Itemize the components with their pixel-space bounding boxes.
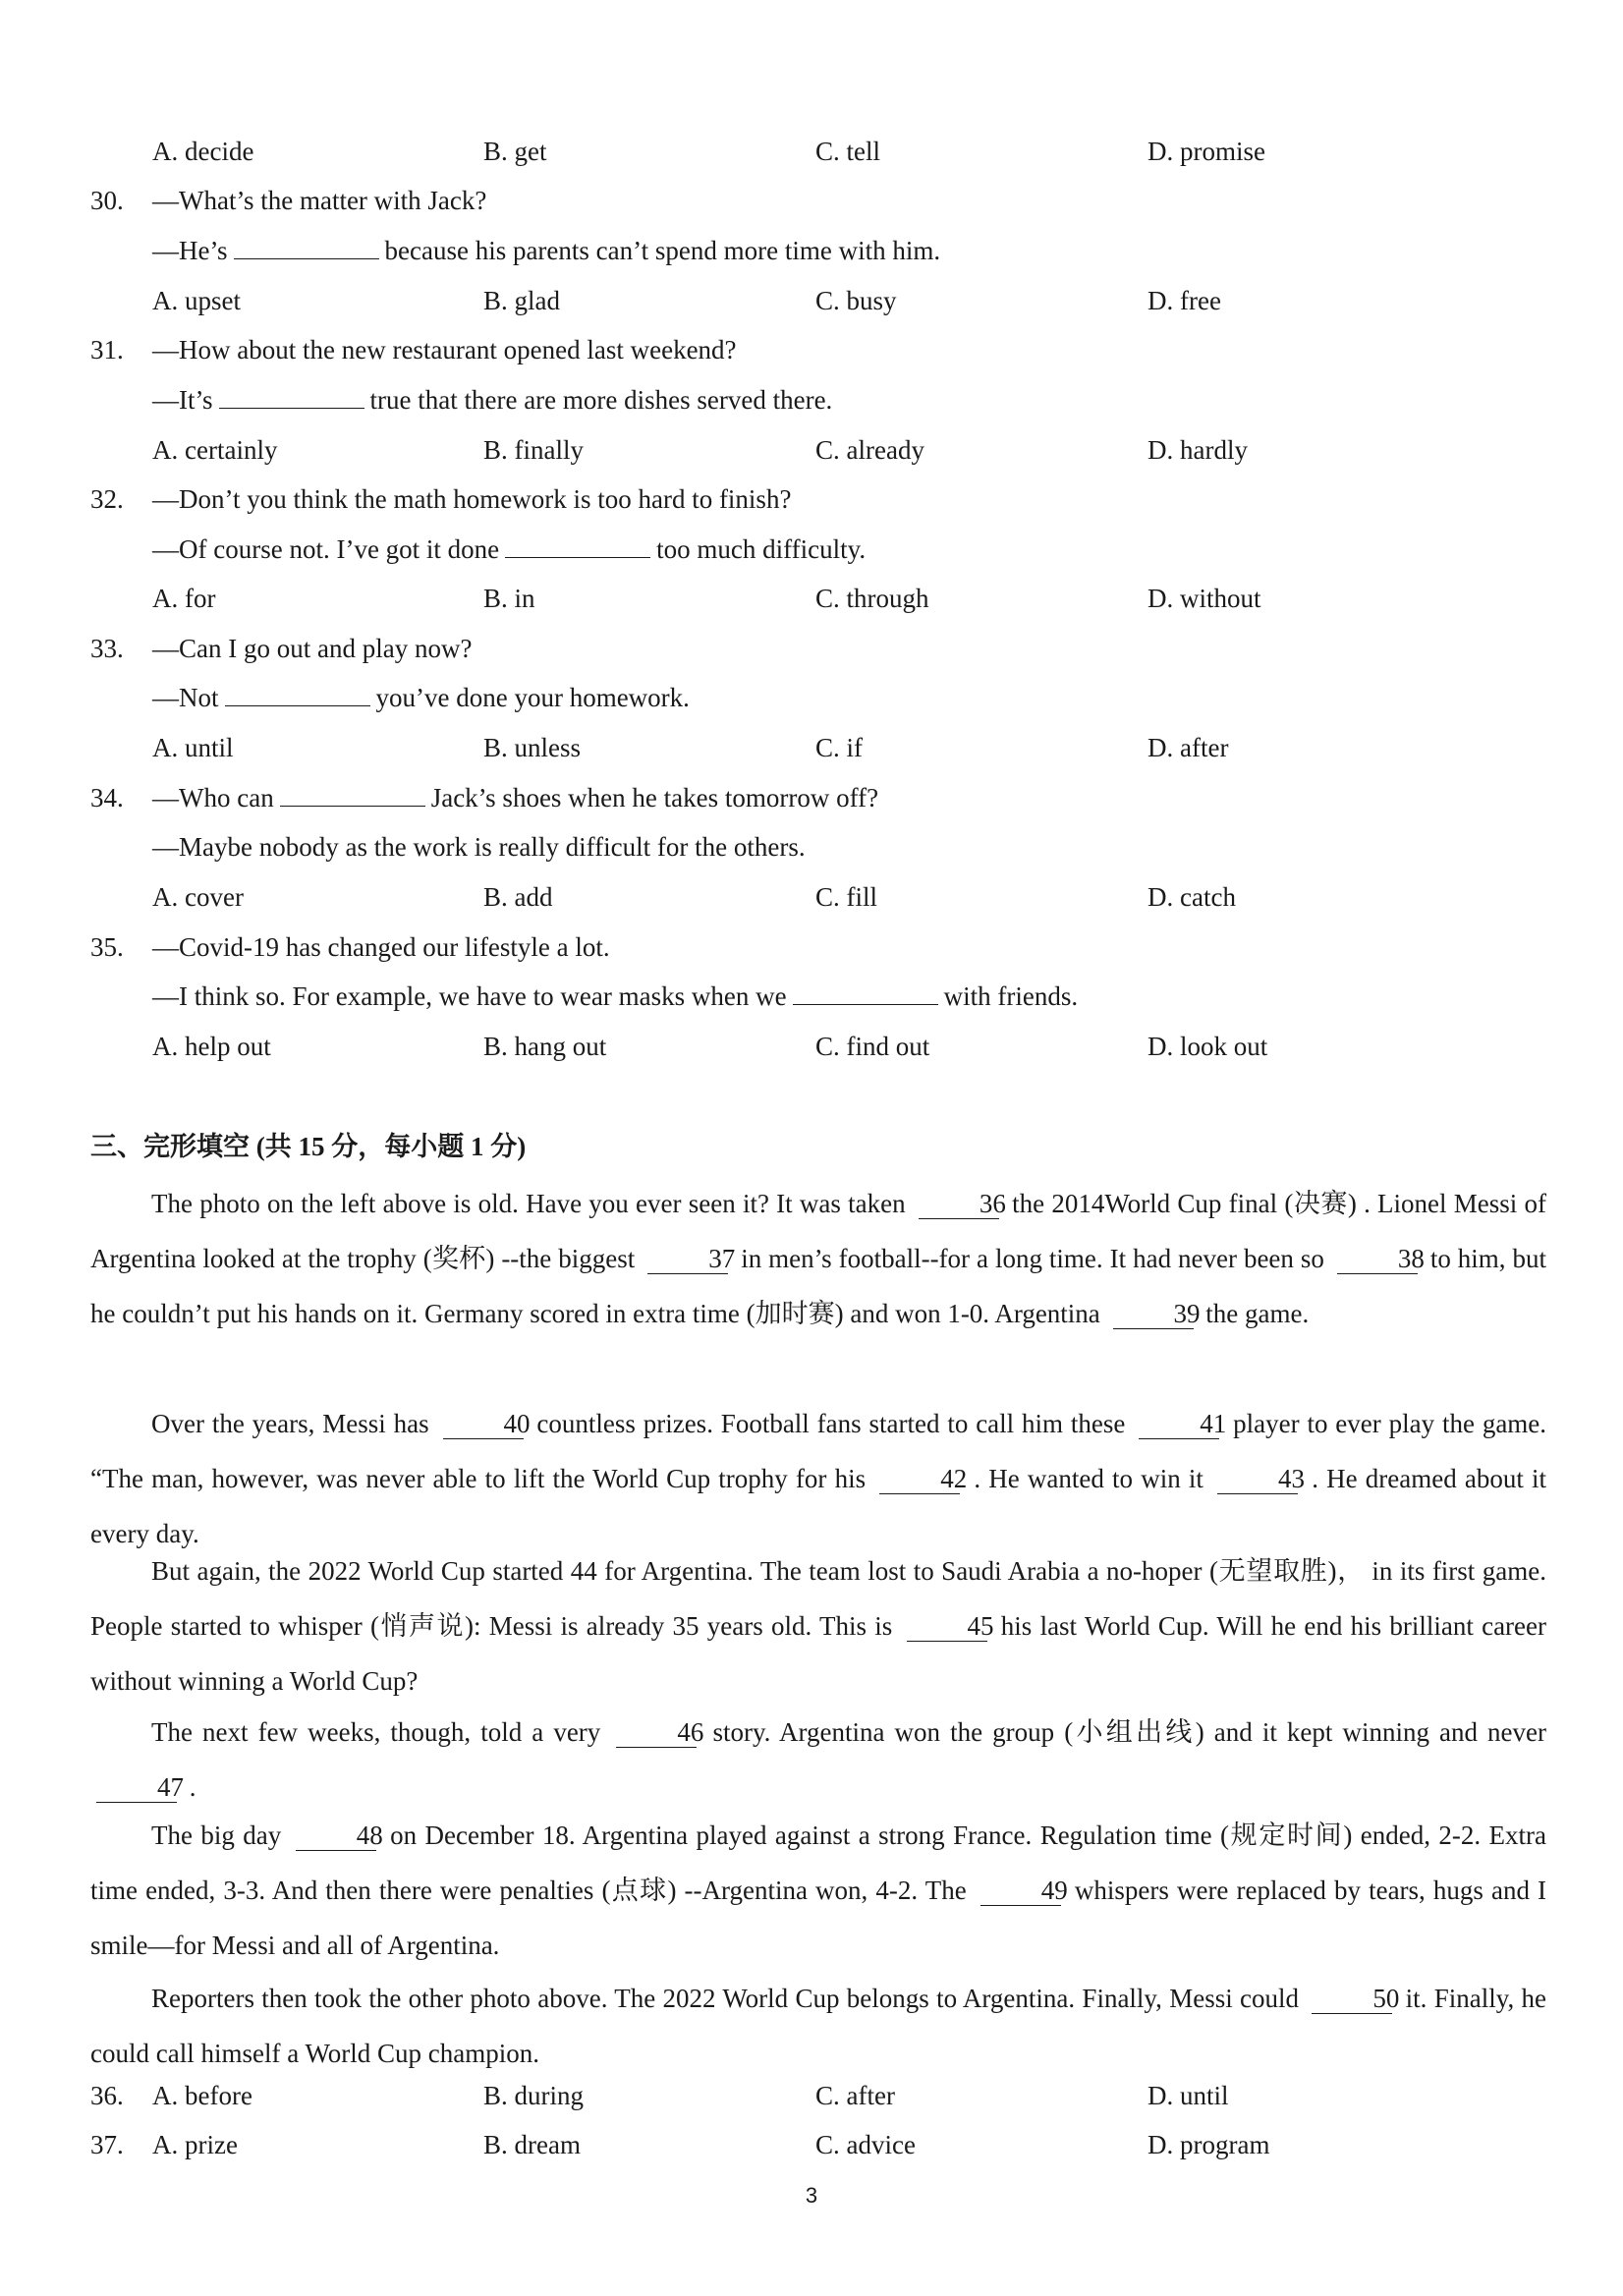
q35-option-a: A. help out	[152, 1032, 271, 1061]
q34-line1-b: Jack’s shoes when he takes tomorrow off?	[430, 783, 879, 812]
section-heading: 三、完形填空 (共 15 分，每小题 1 分)	[90, 1132, 527, 1161]
passage-text: . He wanted to win it	[974, 1464, 1203, 1493]
cloze-gap-46: 46	[616, 1717, 697, 1748]
q29-option-a: A. decide	[152, 137, 254, 166]
q31-number: 31.	[90, 335, 124, 364]
q32-line2-b: too much difficulty.	[656, 534, 867, 564]
cloze-gap-42: 42	[879, 1464, 960, 1494]
q36-number: 36.	[90, 2081, 124, 2110]
passage-paragraph-1	[90, 1176, 1546, 1341]
q31-option-d: D. hardly	[1147, 435, 1248, 465]
passage-text: the game.	[1205, 1299, 1310, 1328]
q30-option-c: C. busy	[815, 286, 897, 315]
q33-number: 33.	[90, 634, 124, 663]
passage-paragraph-4	[90, 1705, 1546, 1815]
q35-line1: —Covid-19 has changed our lifestyle a lot.	[152, 932, 610, 962]
passage-text: player to ever play the game. “The man, however, was never able to lift the World Cup trophy for his	[90, 1409, 1547, 1493]
q35-line2-a: —I think so. For example, we have to wear masks when we	[152, 981, 787, 1011]
q37-option-a: A. prize	[152, 2130, 238, 2159]
passage-text: his last World Cup. Will he end his brilliant career without winning a World Cup?	[90, 1611, 1547, 1696]
q32-option-d: D. without	[1147, 584, 1261, 613]
passage-text: . He dreamed about it every day.	[90, 1464, 1546, 1548]
cloze-gap-47: 47	[96, 1772, 177, 1803]
q33-option-b: B. unless	[483, 733, 582, 762]
passage-paragraph-3	[90, 1543, 1546, 1708]
q33-line2-a: —Not	[152, 683, 219, 712]
q32-blank	[505, 533, 650, 558]
cloze-gap-39: 39	[1113, 1299, 1194, 1329]
passage-text: in men’s football--for a long time. It had never been so	[741, 1244, 1324, 1273]
q29-option-d: D. promise	[1147, 137, 1265, 166]
cloze-gap-37: 37	[647, 1244, 728, 1274]
passage-text: the 2014World Cup final (决赛) . Lionel Messi of Argentina looked at the trophy (奖杯) --the biggest	[90, 1189, 1547, 1273]
q30-line2-a: —He’s	[152, 236, 228, 265]
passage-text: The next few weeks, though, told a very	[151, 1717, 601, 1747]
q35-option-b: B. hang out	[483, 1032, 607, 1061]
passage-text: .	[189, 1772, 196, 1802]
q33-blank	[225, 682, 370, 706]
q37-number: 37.	[90, 2130, 124, 2159]
q36-option-d: D. until	[1147, 2081, 1229, 2110]
q34-line1-a: —Who can	[152, 783, 274, 812]
q34-option-b: B. add	[483, 882, 553, 912]
q35-line2	[152, 980, 1078, 1013]
q34-option-d: D. catch	[1147, 882, 1236, 912]
q30-line2-b: because his parents can’t spend more time with him.	[384, 236, 941, 265]
cloze-gap-36: 36	[919, 1189, 999, 1219]
q31-line2-a: —It’s	[152, 385, 213, 415]
passage-text: But again, the 2022 World Cup started 44 for Argentina. The team lost to Saudi Arabia a no-hoper (无望取胜)， in its first game. People started to whisper (悄声说): Messi is already 35 years old. This is	[90, 1556, 1546, 1641]
q31-blank	[219, 384, 364, 409]
page-number: 3	[805, 2183, 818, 2208]
passage-text: Over the years, Messi has	[151, 1409, 429, 1438]
q31-option-b: B. finally	[483, 435, 584, 465]
passage-text: on December 18. Argentina played against a strong France. Regulation time (规定时间) ended, 2-2. Extra time ended, 3-3. And then there were penalties (点球) --Argentina won, 4-2. The	[90, 1820, 1546, 1905]
q32-number: 32.	[90, 484, 124, 514]
cloze-gap-41: 41	[1139, 1409, 1219, 1439]
q31-option-a: A. certainly	[152, 435, 278, 465]
q30-option-b: B. glad	[483, 286, 560, 315]
q34-option-c: C. fill	[815, 882, 878, 912]
q34-number: 34.	[90, 783, 124, 812]
q29-option-b: B. get	[483, 137, 547, 166]
q32-option-a: A. for	[152, 584, 216, 613]
q30-blank	[234, 235, 379, 259]
cloze-gap-45: 45	[907, 1611, 987, 1642]
q34-option-a: A. cover	[152, 882, 244, 912]
passage-paragraph-2	[90, 1396, 1546, 1561]
q30-number: 30.	[90, 186, 124, 215]
passage-paragraph-5	[90, 1808, 1546, 1973]
q34-blank	[280, 782, 425, 807]
cloze-gap-43: 43	[1217, 1464, 1298, 1494]
q34-line1	[152, 781, 878, 814]
q31-line1: —How about the new restaurant opened last weekend?	[152, 335, 737, 364]
q37-option-b: B. dream	[483, 2130, 581, 2159]
passage-text: The photo on the left above is old. Have you ever seen it? It was taken	[151, 1189, 906, 1218]
passage-paragraph-6	[90, 1971, 1546, 2081]
q30-option-d: D. free	[1147, 286, 1221, 315]
q37-option-d: D. program	[1147, 2130, 1270, 2159]
cloze-gap-50: 50	[1312, 1984, 1392, 2014]
cloze-gap-48: 48	[296, 1820, 376, 1851]
q35-option-d: D. look out	[1147, 1032, 1268, 1061]
passage-text: whispers were replaced by tears, hugs and I smile—for Messi and all of Argentina.	[90, 1876, 1547, 1960]
q33-option-d: D. after	[1147, 733, 1229, 762]
q30-line1: —What’s the matter with Jack?	[152, 186, 487, 215]
q33-line2-b: you’ve done your homework.	[375, 683, 690, 712]
q36-option-b: B. during	[483, 2081, 585, 2110]
q30-line2	[152, 234, 940, 267]
q31-line2-b: true that there are more dishes served there.	[369, 385, 833, 415]
q35-option-c: C. find out	[815, 1032, 930, 1061]
q33-option-a: A. until	[152, 733, 234, 762]
passage-text: to him, but he couldn’t put his hands on it. Germany scored in extra time (加时赛) and won 1-0. Argentina	[90, 1244, 1547, 1328]
cloze-gap-40: 40	[443, 1409, 524, 1439]
q29-option-c: C. tell	[815, 137, 880, 166]
q35-line2-b: with friends.	[943, 981, 1079, 1011]
q33-line2	[152, 681, 690, 714]
q32-line2	[152, 532, 866, 566]
q33-line1: —Can I go out and play now?	[152, 634, 473, 663]
passage-text: countless prizes. Football fans started to call him these	[536, 1409, 1126, 1438]
q35-blank	[793, 980, 938, 1005]
q32-line1: —Don’t you think the math homework is too hard to finish?	[152, 484, 792, 514]
passage-text: The big day	[151, 1820, 282, 1850]
q32-line2-a: —Of course not. I’ve got it done	[152, 534, 500, 564]
passage-text: Reporters then took the other photo above. The 2022 World Cup belongs to Argentina. Finally, Messi could	[151, 1984, 1300, 2013]
q35-number: 35.	[90, 932, 124, 962]
q36-option-a: A. before	[152, 2081, 252, 2110]
q31-line2	[152, 383, 832, 417]
q34-line2: —Maybe nobody as the work is really difficult for the others.	[152, 832, 806, 862]
passage-text: it. Finally, he could call himself a World Cup champion.	[90, 1984, 1547, 2068]
q37-option-c: C. advice	[815, 2130, 916, 2159]
passage-text: story. Argentina won the group (小组出线) and it kept winning and never	[712, 1717, 1547, 1747]
q36-option-c: C. after	[815, 2081, 895, 2110]
q32-option-c: C. through	[815, 584, 929, 613]
cloze-gap-38: 38	[1337, 1244, 1418, 1274]
q31-option-c: C. already	[815, 435, 924, 465]
q33-option-c: C. if	[815, 733, 864, 762]
cloze-gap-49: 49	[980, 1876, 1061, 1906]
q32-option-b: B. in	[483, 584, 535, 613]
q30-option-a: A. upset	[152, 286, 241, 315]
